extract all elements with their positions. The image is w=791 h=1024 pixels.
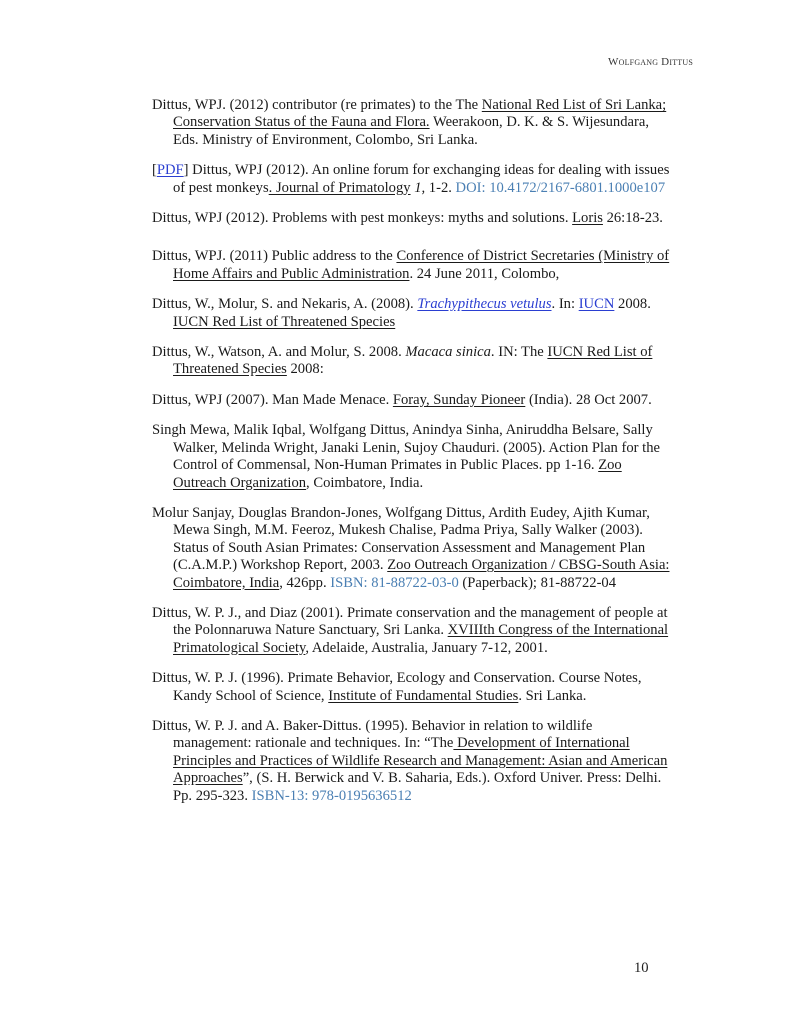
ref-text: 1-2. bbox=[425, 179, 456, 196]
ref-text: Dittus, WPJ (2007). Man Made Menace. bbox=[152, 391, 393, 408]
ref-text: . 24 June 2011, Colombo, bbox=[409, 265, 560, 282]
ref-source: Institute of Fundamental Studies bbox=[328, 687, 519, 704]
ref-text: , Adelaide, Australia, January 7-12, 2001. bbox=[305, 639, 548, 656]
doi-identifier: DOI: 10.4172/2167-6801.1000e107 bbox=[455, 179, 666, 196]
ref-text: Dittus, WPJ (2012). An online forum for exchanging ideas for dealing with issues of pest monkeys bbox=[173, 162, 670, 196]
reference-item bbox=[152, 296, 672, 331]
species-name: Macaca sinica bbox=[405, 344, 491, 361]
reference-item bbox=[152, 670, 672, 705]
ref-text: Dittus, WPJ (2012). Problems with pest monkeys: myths and solutions. bbox=[152, 210, 573, 227]
reference-list bbox=[152, 97, 672, 818]
ref-source: Zoo Outreach Organization / CBSG-South Asia: Coimbatore, India bbox=[173, 557, 670, 591]
ref-source: XVIIIth Congress of the International Primatological Society bbox=[173, 622, 669, 656]
ref-source: National Red List of Sri Lanka; Conservation Status of the Fauna and Flora. bbox=[173, 97, 667, 131]
ref-text: . In: bbox=[551, 296, 579, 313]
running-header: Wolfgang Dittus bbox=[608, 56, 693, 68]
reference-item bbox=[152, 392, 672, 409]
ref-source: Foray, Sunday Pioneer bbox=[392, 391, 526, 408]
ref-source: Development of International Principles and Practices of Wildlife Research and Management: Asian and American Approaches bbox=[173, 735, 668, 787]
ref-text: 26:18-23. bbox=[602, 210, 663, 227]
ref-text: . Sri Lanka. bbox=[518, 687, 587, 704]
ref-text: 2008. bbox=[614, 296, 651, 313]
ref-text: , 426pp. bbox=[279, 574, 331, 591]
ref-text: Dittus, WPJ. (2011) Public address to the bbox=[152, 248, 397, 265]
ref-text: (Paperback); 81-88722-04 bbox=[458, 574, 617, 591]
ref-text: Dittus, WPJ. (2012) contributor (re primates) to the The bbox=[152, 97, 482, 113]
ref-text: Dittus, W. P. J., and Diaz (2001). Primate conservation and the management of people at the Polonnaruwa Nature Sanctuary, Sri Lanka. bbox=[152, 604, 668, 639]
pdf-link[interactable]: PDF bbox=[156, 162, 184, 179]
reference-item bbox=[152, 162, 672, 197]
isbn-identifier: ISBN-13: 978-0195636512 bbox=[251, 787, 412, 804]
species-link[interactable]: Trachypithecus vetulus bbox=[417, 296, 552, 313]
ref-text: Dittus, W., Molur, S. and Nekaris, A. (2008). bbox=[152, 296, 418, 313]
iucn-link[interactable]: IUCN bbox=[578, 296, 615, 313]
ref-source: IUCN Red List of Threatened Species bbox=[173, 344, 653, 378]
ref-source: Loris bbox=[572, 210, 603, 227]
ref-text: Dittus, W. P. J. (1996). Primate Behavior, Ecology and Conservation. Course Notes, Kandy School of Science, bbox=[152, 670, 642, 704]
reference-item bbox=[152, 97, 672, 149]
ref-volume: 1, bbox=[410, 179, 426, 196]
ref-text: Dittus, W., Watson, A. and Molur, S. 2008. bbox=[152, 344, 406, 361]
bracket: [ bbox=[152, 162, 157, 179]
ref-text: Singh Mewa, Malik Iqbal, Wolfgang Dittus, Anindya Sinha, Aniruddha Belsare, Sally Walker, Melinda Wright, Janaki Lenin, Sujoy Chauduri. (2005). Action Plan for the Control of Commensal, Non-Human Primates in Public Places. pp 1-16. bbox=[152, 422, 660, 474]
reference-item bbox=[152, 422, 672, 492]
reference-item bbox=[152, 344, 672, 379]
ref-source: Zoo Outreach Organization bbox=[173, 457, 622, 491]
ref-source: IUCN Red List of Threatened Species bbox=[173, 313, 396, 330]
ref-text: Molur Sanjay, Douglas Brandon-Jones, Wolfgang Dittus, Ardith Eudey, Ajith Kumar, Mewa Singh, M.M. Feeroz, Mukesh Chalise, Padma Priya, Sally Walker (2003). Status of South Asian Primates: Conservation Assessment and Management Plan (C.A.M.P.) Workshop Report, 2003. bbox=[152, 504, 650, 574]
bracket: ] bbox=[183, 162, 189, 179]
reference-item bbox=[152, 210, 672, 227]
reference-item bbox=[152, 718, 672, 805]
page-number: 10 bbox=[634, 960, 649, 976]
reference-item bbox=[152, 505, 672, 592]
ref-text: , Coimbatore, India. bbox=[306, 474, 424, 491]
ref-text: Dittus, W. P. J. and A. Baker-Dittus. (1995). Behavior in relation to wildlife management: rationale and techniques. In: “The bbox=[152, 717, 593, 752]
ref-source: . Journal of Primatology bbox=[268, 179, 411, 196]
ref-text: (India). 28 Oct 2007. bbox=[525, 391, 652, 408]
ref-text: Weerakoon, D. K. & S. Wijesundara, Eds. Ministry of Environment, Colombo, Sri Lanka. bbox=[173, 114, 649, 148]
ref-text: ”, (S. H. Berwick and V. B. Saharia, Eds.). Oxford Univer. Press: Delhi. Pp. 295-323. bbox=[173, 770, 662, 804]
reference-item bbox=[152, 248, 672, 283]
ref-source: Conference of District Secretaries (Ministry of Home Affairs and Public Administration bbox=[173, 248, 670, 282]
ref-text: . IN: The bbox=[490, 344, 548, 361]
reference-item bbox=[152, 605, 672, 657]
isbn-identifier: ISBN: 81-88722-03-0 bbox=[330, 574, 459, 591]
ref-text: 2008: bbox=[286, 361, 324, 378]
